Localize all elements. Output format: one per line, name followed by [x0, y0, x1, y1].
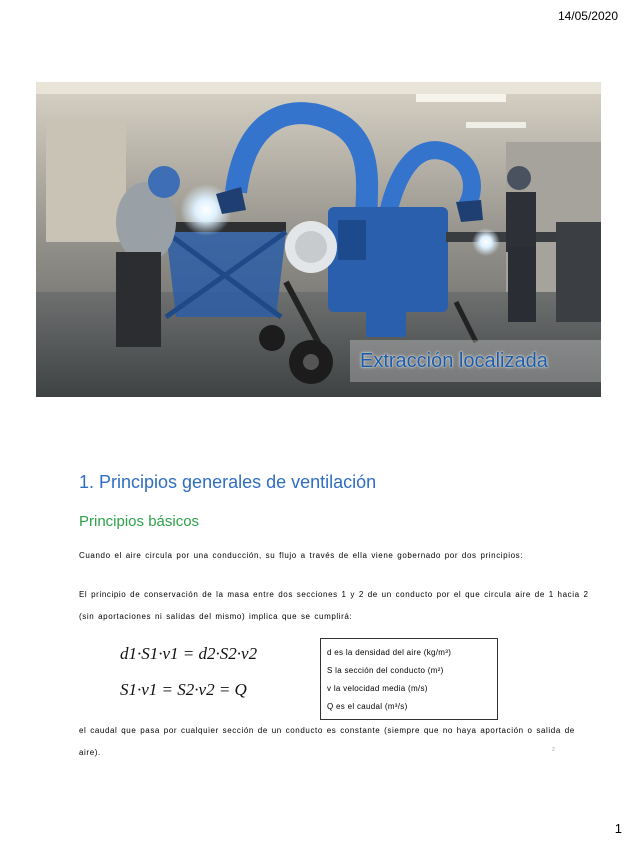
definitions-box: [320, 638, 498, 720]
paragraph-intro: Cuando el aire circula por una conducción, su flujo a través de ella viene gobernado por dos principios:: [79, 551, 524, 560]
page-number: 1: [614, 821, 622, 836]
header-date: 14/05/2020: [557, 9, 618, 23]
paragraph-mass-conservation: El principio de conservación de la masa entre dos secciones 1 y 2 de un conducto por el que circula aire de 1 hacia 2 (sin aportaciones ni salidas del mismo) implica que se cumplirá:: [79, 590, 589, 621]
definition-section: S la sección del conducto (m²): [327, 666, 444, 675]
formula-volumetric-flow: S1·v1 = S2·v2 = Q: [120, 680, 247, 699]
definition-flow: Q es el caudal (m³/s): [327, 702, 408, 711]
formula-mass-flow: d1·S1·v1 = d2·S2·v2: [120, 644, 258, 663]
paragraph-conclusion: el caudal que pasa por cualquier sección de un conducto es constante (siempre que no haya aportación o salida de aire).: [79, 726, 575, 757]
slide-1-photo: [36, 82, 601, 397]
definition-velocity: v la velocidad media (m/s): [327, 684, 428, 693]
slide-1-title: Extracción localizada: [350, 340, 601, 382]
subsection-title: Principios básicos: [79, 513, 200, 530]
definition-density: d es la densidad del aire (kg/m³): [327, 648, 452, 657]
slide-number: 2: [552, 747, 555, 753]
section-title: 1. Principios generales de ventilación: [79, 472, 377, 492]
